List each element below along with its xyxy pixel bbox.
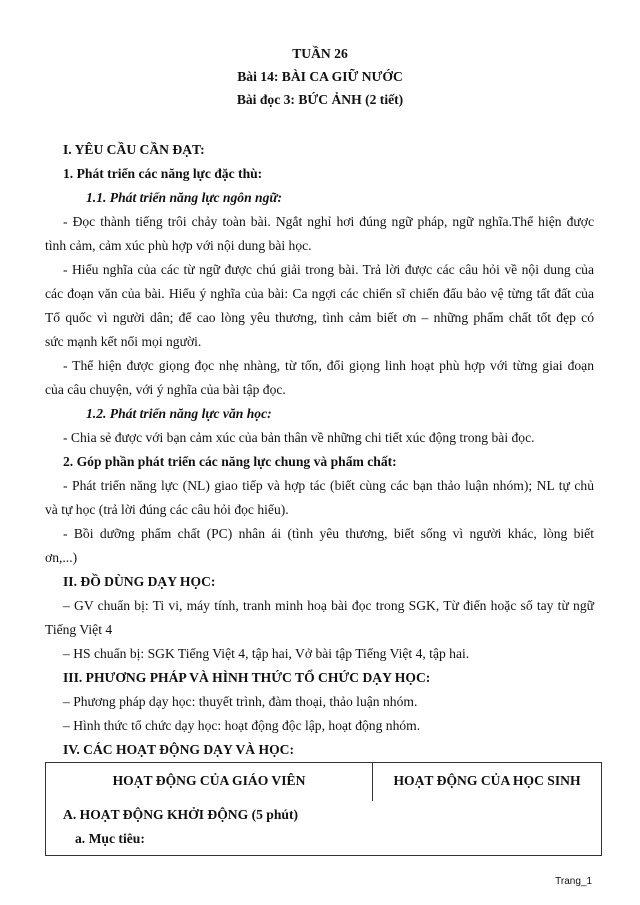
paragraph-line: ơn,...) (45, 550, 78, 565)
paragraph-line: và tự học (trả lời đúng các câu hỏi đọc hiểu). (45, 502, 289, 517)
paragraph-line: - Phát triển năng lực (NL) giao tiếp và hợp tác (biết cùng các bạn thảo luận nhóm); NL tự chủ (63, 478, 594, 493)
section-3-heading: III. PHƯƠNG PHÁP VÀ HÌNH THỨC TỔ CHỨC DẠY HỌC: (63, 670, 431, 685)
paragraph-line: - Hiểu nghĩa của các từ ngữ được chú giải trong bài. Trả lời được các câu hỏi về nội dung của (63, 262, 594, 277)
section-1-1-2-heading: 1.2. Phát triển năng lực văn học: (86, 406, 272, 421)
activity-a-heading: A. HOẠT ĐỘNG KHỞI ĐỘNG (5 phút) (63, 807, 299, 822)
paragraph-line: - Thể hiện được giọng đọc nhẹ nhàng, từ tốn, đổi giọng linh hoạt phù hợp với từng giai đoạn (63, 358, 594, 373)
section-1-heading: I. YÊU CẦU CẦN ĐẠT: (63, 142, 205, 157)
paragraph-line: - Đọc thành tiếng trôi chảy toàn bài. Ngắt nghỉ hơi đúng ngữ pháp, ngữ nghĩa.Thể hiện được (63, 214, 594, 229)
paragraph-line: - Bồi dưỡng phẩm chất (PC) nhân ái (tình yêu thương, biết sống vì người khác, lòng biết (63, 526, 594, 541)
section-2-heading: II. ĐỒ DÙNG DẠY HỌC: (63, 574, 216, 589)
paragraph-line: – GV chuẩn bị: Ti vi, máy tính, tranh minh hoạ bài đọc trong SGK, Từ điển hoặc số tay từ ngữ (63, 598, 594, 613)
section-4-heading: IV. CÁC HOẠT ĐỘNG DẠY VÀ HỌC: (63, 742, 294, 757)
paragraph-line: Tổ quốc vì người dân; để cao lòng yêu thương, tình cảm biết ơn – những phẩm chất tốt đẹp có (45, 310, 594, 325)
lesson-title: Bài 14: BÀI CA GIỮ NƯỚC (237, 69, 403, 84)
teacher-column-header: HOẠT ĐỘNG CỦA GIÁO VIÊN (112, 773, 306, 788)
section-1-1-heading: 1. Phát triển các năng lực đặc thù: (63, 166, 263, 181)
paragraph-line: – HS chuẩn bị: SGK Tiếng Việt 4, tập hai, Vở bài tập Tiếng Việt 4, tập hai. (63, 646, 470, 661)
paragraph-line: – Hình thức tổ chức dạy học: hoạt động độc lập, hoạt động nhóm. (63, 718, 421, 733)
paragraph-line: sức mạnh kết nối mọi người. (45, 334, 202, 349)
activity-a-objective: a. Mục tiêu: (75, 831, 145, 846)
reading-title: Bài đọc 3: BỨC ẢNH (2 tiết) (236, 92, 404, 107)
paragraph-line: Tiếng Việt 4 (45, 622, 113, 637)
section-1-2-heading: 2. Góp phần phát triển các năng lực chung và phẩm chất: (63, 454, 397, 469)
paragraph-line: của câu chuyện, với ý nghĩa của bài tập đọc. (45, 382, 286, 397)
student-column-header: HOẠT ĐỘNG CỦA HỌC SINH (393, 773, 581, 788)
section-1-1-1-heading: 1.1. Phát triển năng lực ngôn ngữ: (86, 190, 283, 205)
week-title: TUẦN 26 (292, 46, 348, 61)
paragraph-line: tình cảm, cảm xúc phù hợp với nội dung bài học. (45, 238, 312, 253)
paragraph-line: các đoạn văn của bài. Hiểu ý nghĩa của bài: Ca ngợi các chiến sĩ chiến đấu bảo vệ từng tất đất của (45, 286, 594, 301)
paragraph-line: - Chia sẻ được với bạn cảm xúc của bản thân về những chi tiết xúc động trong bài đọc. (63, 430, 535, 445)
page-number: Trang_1 (555, 876, 592, 887)
activities-table (45, 762, 602, 856)
paragraph-line: – Phương pháp dạy học: thuyết trình, đàm thoại, thảo luận nhóm. (63, 694, 418, 709)
